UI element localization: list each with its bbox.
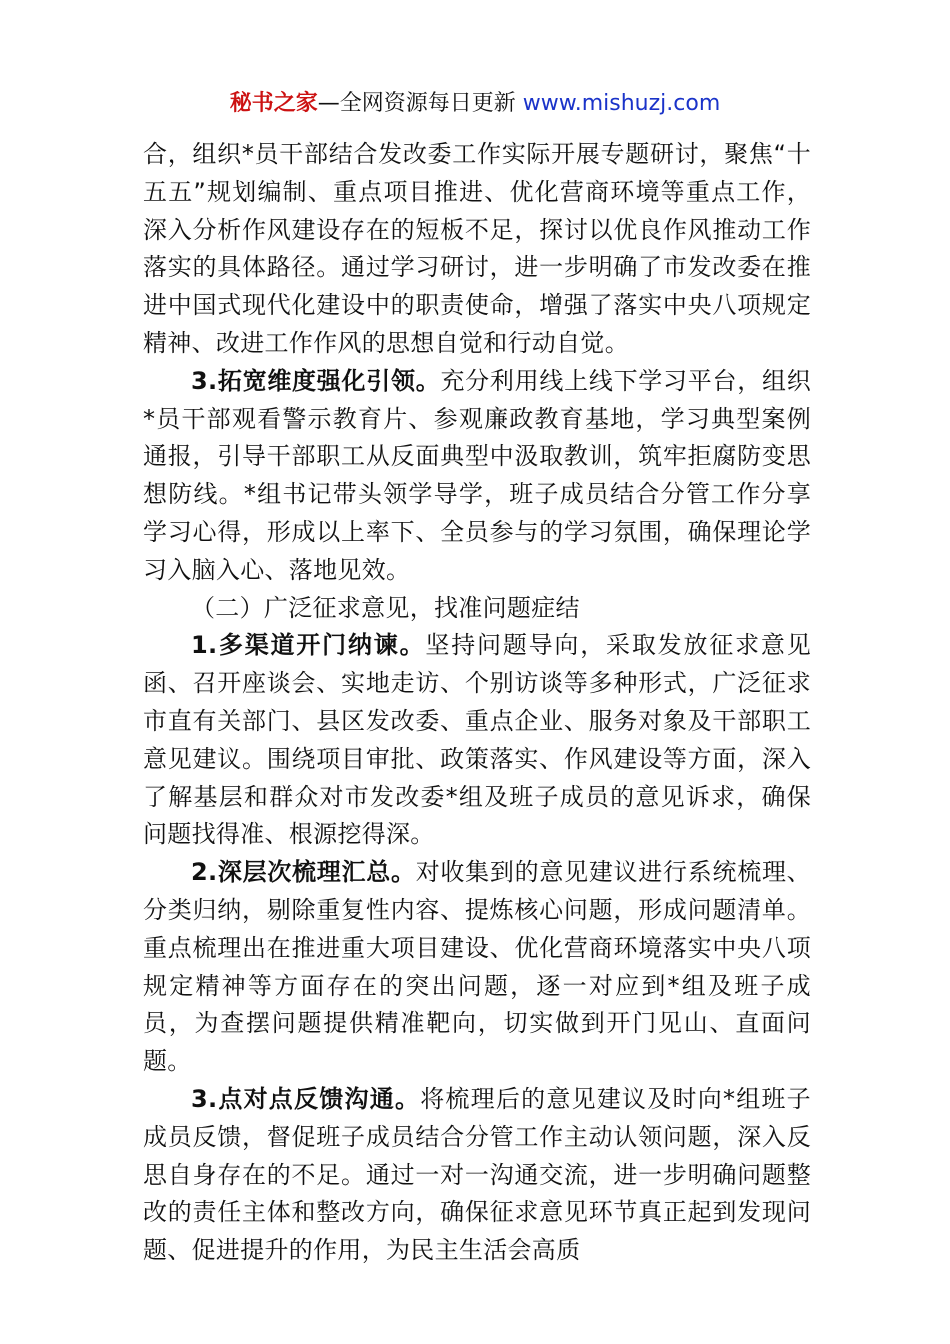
paragraph-continuation [143,136,811,363]
header-separator: — [317,91,340,116]
section-heading-solicit-opinions [143,590,811,628]
paragraph-text: 将梳理后的意见建议及时向*组班子成员反馈，督促班子成员结合分管工作主动认领问题，深入反思自身存在的不足。通过一对一沟通交流，进一步明确问题整改的责任主体和整改方向，确保征求意见环节真正起到发现问题、促进提升的作用，为民主生活会高质 [143,1084,811,1265]
paragraph-point-feedback [143,1081,811,1270]
paragraph-text: 合，组织*员干部结合发改委工作实际开展专题研讨，聚焦“十五五”规划编制、重点项目推进、优化营商环境等重点工作，深入分析作风建设存在的短板不足，探讨以优良作风推动工作落实的具体路径。通过学习研讨，进一步明确了市发改委在推进中国式现代化建设中的职责使命，增强了落实中央八项规定精神、改进工作作风的思想自觉和行动自觉。 [143,140,811,357]
paragraph-deep-sorting [143,854,811,1081]
header-tagline: 全网资源每日更新 [339,91,516,116]
paragraph-heading: 3.拓宽维度强化引领。 [191,366,441,395]
header-brand: 秘书之家 [229,91,318,116]
paragraph-text: 对收集到的意见建议进行系统梳理、分类归纳，剔除重复性内容、提炼核心问题，形成问题清单。重点梳理出在推进重大项目建设、优化营商环境落实中央八项规定精神等方面存在的突出问题，逐一对应到*组及班子成员，为查摆问题提供精准靶向，切实做到开门见山、直面问题。 [143,858,811,1076]
page-header [0,88,950,120]
document-body [143,136,811,1270]
paragraph-text: 充分利用线上线下学习平台，组织*员干部观看警示教育片、参观廉政教育基地，学习典型案例通报，引导干部职工从反面典型中汲取教训，筑牢拒腐防变思想防线。*组书记带头领学导学，班子成员结合分管工作分享学习心得，形成以上率下、全员参与的学习氛围，确保理论学习入脑入心、落地见效。 [143,366,812,584]
paragraph-heading: 3.点对点反馈沟通。 [191,1084,421,1113]
paragraph-heading: 1.多渠道开门纳谏。 [191,631,426,660]
paragraph-text: 坚持问题导向，采取发放征求意见函、召开座谈会、实地走访、个别访谈等多种形式，广泛征求市直有关部门、县区发改委、重点企业、服务对象及干部职工意见建议。围绕项目审批、政策落实、作风建设等方面，深入了解基层和群众对市发改委*组及班子成员的意见诉求，确保问题找得准、根源挖得深。 [143,631,811,849]
section-heading-text: （二）广泛征求意见，找准问题症结 [191,593,580,622]
paragraph-heading: 2.深层次梳理汇总。 [191,858,416,887]
header-url-link[interactable]: www.mishuzj.com [522,91,721,116]
paragraph-multi-channel [143,627,811,854]
paragraph-broaden-dimension [143,363,811,590]
